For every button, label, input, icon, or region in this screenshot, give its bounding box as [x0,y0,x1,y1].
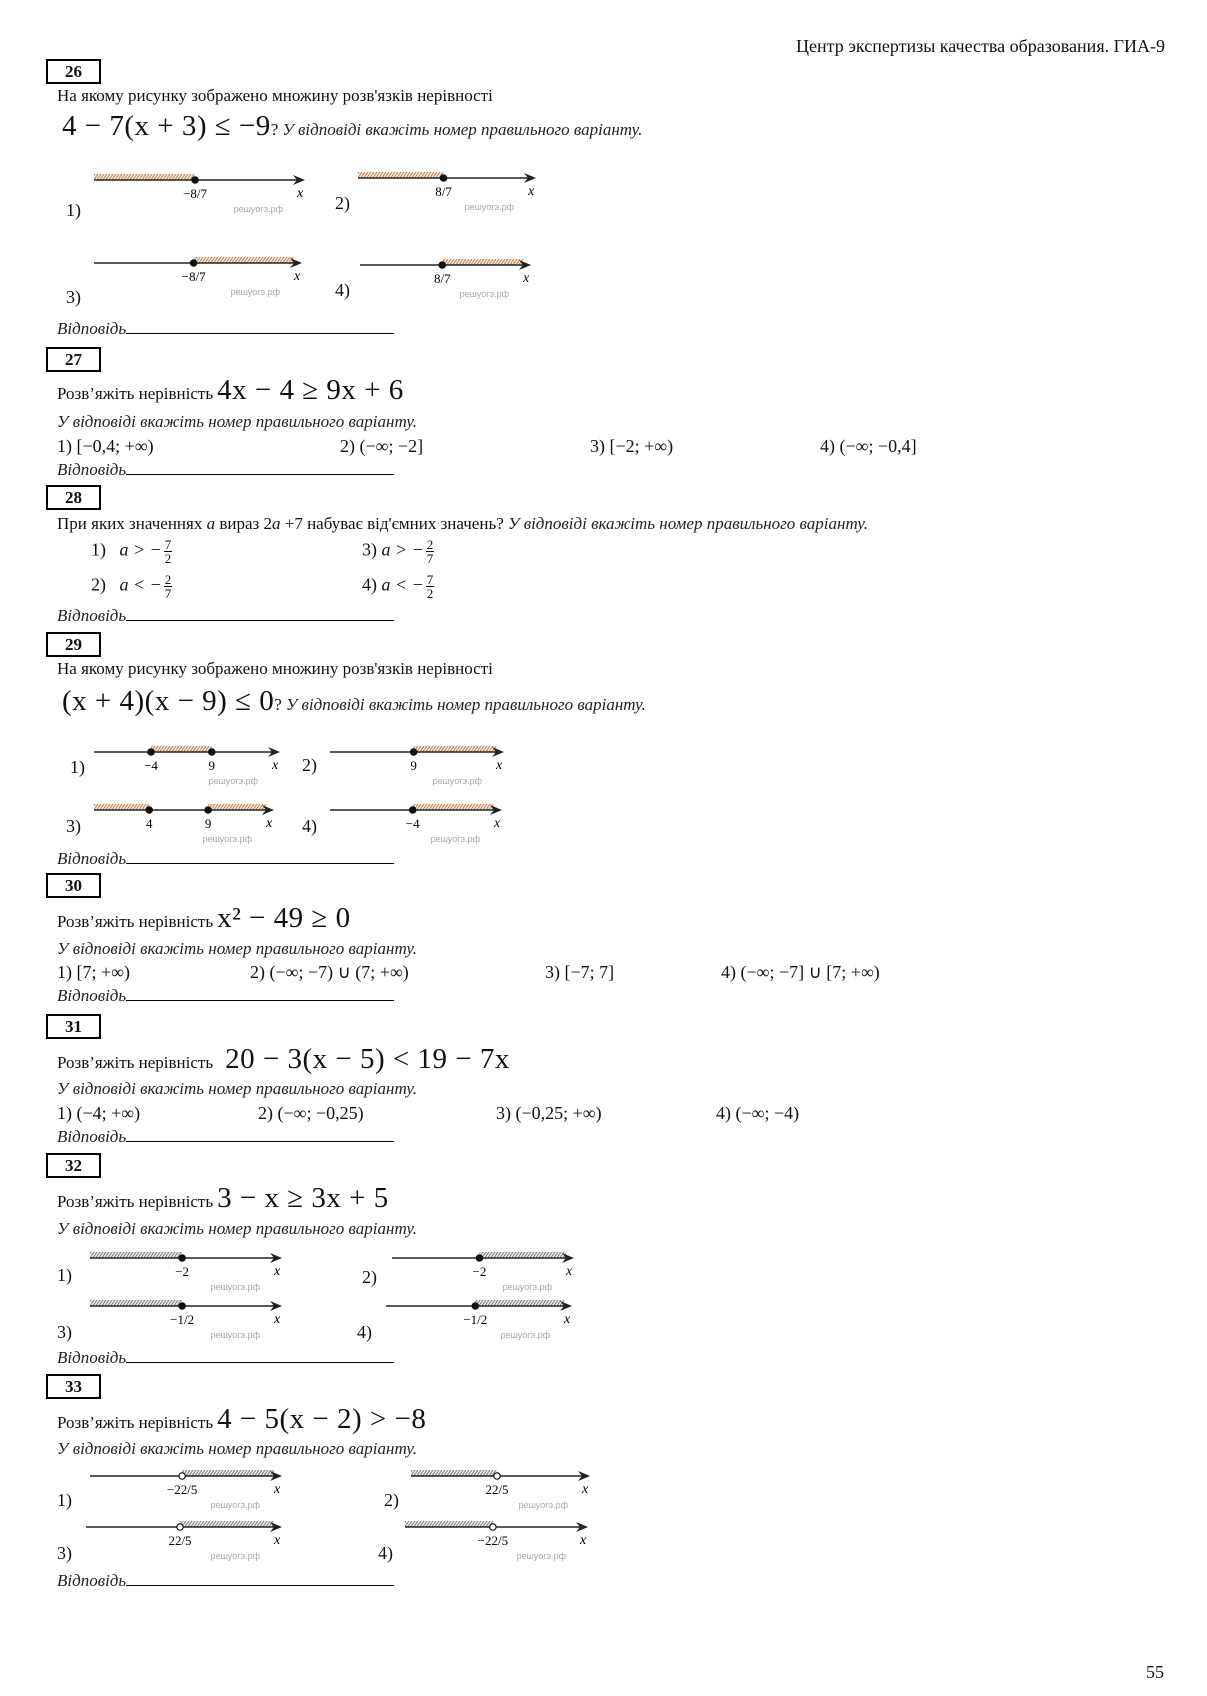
solve-label: Розв’яжіть нерівність [57,912,214,931]
point-marker [472,1303,478,1309]
watermark: решуогэ.рф [210,1551,260,1561]
watermark: решуогэ.рф [210,1282,260,1292]
instruction: У відповіді вкажіть номер правильного варіанту. [508,514,869,533]
option-3: 3) a > − $\frac{2}{7}$ [362,537,434,566]
answer-label: Відповідь [57,606,127,625]
answer-label: Відповідь [57,1127,127,1146]
watermark: решуогэ.рф [210,1330,260,1340]
question-29-formula: (x + 4)(x − 9) ≤ 0 [62,685,275,717]
option-3: 3) (−0,25; +∞) [496,1103,602,1123]
number-line [386,1296,576,1342]
option-label: 2) [362,1267,377,1287]
point-marker [490,1524,496,1530]
number-line [90,1296,286,1342]
axis-variable: x [582,1482,589,1497]
answer-label: Відповідь [57,1348,127,1367]
number-line-option-4[interactable] [386,1296,576,1347]
hatched-region [358,172,444,178]
axis-variable: x [566,1264,573,1279]
watermark: решуогэ.рф [233,204,283,214]
hatched-region [413,804,494,810]
number-line-option-3[interactable] [94,800,278,851]
question-number-33: 33 [46,1374,101,1399]
number-line-option-1[interactable] [94,742,284,793]
axis-variable: x [274,1533,281,1548]
point-label: −4 [405,816,420,831]
question-32-text [57,1182,389,1215]
number-line [94,800,278,846]
option-label: 3) [66,287,81,307]
number-line [94,170,309,216]
watermark: решуогэ.рф [208,776,258,786]
option-4: 4) (−∞; −7] ∪ [7; +∞) [721,962,880,982]
answer-field[interactable] [57,1127,394,1147]
option-label: 1) [57,1490,72,1510]
instruction: У відповіді вкажіть номер правильного варіанту. [57,939,418,958]
number-line [405,1517,592,1563]
hatched-region [442,259,523,265]
axis-variable: x [297,186,304,201]
instruction: У відповіді вкажіть номер правильного варіанту. [282,120,643,139]
solve-label: Розв’яжіть нерівність [57,1192,214,1211]
point-marker [179,1255,185,1261]
option-2: 2) (−∞; −0,25) [258,1103,364,1123]
number-line-option-1[interactable] [90,1466,286,1517]
hatched-region [180,1521,274,1527]
number-line [90,1466,286,1512]
number-line [358,168,540,214]
hatched-region [194,257,294,263]
axis-variable: x [580,1533,587,1548]
hatched-region [405,1521,493,1527]
point-label: 9 [204,816,212,831]
point-label: −22/5 [166,1482,198,1497]
question-number-28: 28 [46,485,101,510]
point-marker [177,1524,183,1530]
point-marker [192,177,198,183]
number-line [94,253,306,299]
question-31-text [57,1043,510,1076]
number-line-option-4[interactable] [330,800,506,851]
answer-field[interactable] [57,460,394,480]
number-line [330,742,508,788]
point-marker [410,749,416,755]
axis-variable: x [496,758,503,773]
axis-variable: x [294,269,301,284]
watermark: решуогэ.рф [230,287,280,297]
number-line-option-2[interactable] [358,168,540,219]
point-marker [476,1255,482,1261]
watermark: решуогэ.рф [202,834,252,844]
option-label: 2) [302,755,317,775]
option-1: 1) a > − $\frac{7}{2}$ [91,537,172,566]
number-line-option-1[interactable] [90,1248,286,1299]
number-line [90,1248,286,1294]
point-label: −1/2 [170,1312,195,1327]
number-line [360,255,535,301]
point-label: −2 [175,1264,190,1279]
point-marker [190,260,196,266]
watermark: решуогэ.рф [516,1551,566,1561]
option-label: 3) [66,816,81,836]
point-label: 4 [145,816,153,831]
point-marker [179,1303,185,1309]
number-line-option-2[interactable] [392,1248,578,1299]
point-label: −4 [144,758,158,773]
point-label: −8/7 [181,269,206,284]
option-label: 2) [335,193,350,213]
number-line-option-2[interactable] [411,1466,594,1517]
number-line-option-3[interactable] [94,253,306,304]
point-label: 22/5 [168,1533,192,1548]
header-title: Центр экспертизы качества образования. ГИА-9 [796,36,1165,56]
hatched-region [94,804,149,810]
instruction: У відповіді вкажіть номер правильного варіанту. [57,412,418,431]
option-1: 1) [−0,4; +∞) [57,436,154,456]
hatched-region [94,174,195,180]
solve-label: Розв’яжіть нерівність [57,384,214,403]
question-number-30: 30 [46,873,101,898]
option-label: 2) [384,1490,399,1510]
answer-field[interactable] [57,319,394,339]
axis-variable: x [266,816,273,831]
solve-label: Розв’яжіть нерівність [57,1413,214,1432]
axis-variable: x [272,758,279,773]
number-line-option-2[interactable] [330,742,508,793]
option-3: 3) [−2; +∞) [590,436,674,456]
axis-variable: x [564,1312,571,1327]
option-label: 1) [70,757,85,777]
option-label: 1) [66,200,81,220]
question-26-text: На якому рисунку зображено множину розв'язків нерівності [57,86,493,105]
hatched-region [479,1252,566,1258]
number-line-option-3[interactable] [90,1296,286,1347]
question-mark: ? [270,120,279,139]
point-label: −22/5 [477,1533,509,1548]
option-1: 1) [7; +∞) [57,962,130,982]
watermark: решуогэ.рф [459,289,509,299]
answer-label: Відповідь [57,986,127,1005]
answer-label: Відповідь [57,319,127,338]
option-label: 4) [357,1322,372,1342]
option-1: 1) (−4; +∞) [57,1103,141,1123]
axis-variable: x [528,184,535,199]
watermark: решуогэ.рф [500,1330,550,1340]
option-label: 4) [335,280,350,300]
option-label: 1) [57,1265,72,1285]
hatched-region [90,1252,182,1258]
instruction: У відповіді вкажіть номер правильного варіанту. [57,1439,418,1458]
option-3: 3) [−7; 7] [545,962,615,982]
question-number-32: 32 [46,1153,101,1178]
point-label: 8/7 [433,271,451,286]
question-27-formula: 4x − 4 ≥ 9x + 6 [217,374,404,406]
answer-field[interactable] [57,1348,394,1368]
answer-label: Відповідь [57,460,127,479]
axis-variable: x [274,1264,281,1279]
option-label: 3) [57,1322,72,1342]
answer-label: Відповідь [57,1571,127,1590]
point-marker [440,175,446,181]
point-label: 8/7 [435,184,452,199]
number-line [86,1517,286,1563]
question-number-29: 29 [46,632,101,657]
question-number-27: 27 [46,347,101,372]
number-line-option-4[interactable] [405,1517,592,1568]
option-2: 2) (−∞; −2] [340,436,424,456]
question-29-text: На якому рисунку зображено множину розв'язків нерівності [57,659,493,678]
hatched-region [414,746,496,752]
axis-variable: x [494,816,501,831]
watermark: решуогэ.рф [502,1282,552,1292]
watermark: решуогэ.рф [432,776,482,786]
option-label: 4) [302,816,317,836]
watermark: решуогэ.рф [210,1500,260,1510]
point-label: −2 [472,1264,487,1279]
point-marker [209,749,215,755]
hatched-region [90,1300,182,1306]
hatched-region [208,804,266,810]
question-27-text [57,374,404,407]
answer-field[interactable] [57,606,394,626]
hatched-region [475,1300,564,1306]
axis-variable: x [274,1482,281,1497]
point-marker [439,262,445,268]
axis-variable: x [523,271,530,286]
option-4: 4) (−∞; −0,4] [820,436,917,456]
question-31-formula: 20 − 3(x − 5) < 19 − 7x [225,1043,510,1075]
point-marker [494,1473,500,1479]
number-line [94,742,284,788]
question-26-formula-line [62,110,642,143]
option-4: 4) a < − $\frac{7}{2}$ [362,572,434,601]
page-number: 55 [1146,1662,1164,1682]
number-line [330,800,506,846]
axis-variable: x [274,1312,281,1327]
watermark: решуогэ.рф [518,1500,568,1510]
number-line-option-3[interactable] [86,1517,286,1568]
answer-field[interactable] [57,849,394,869]
number-line-option-1[interactable] [94,170,309,221]
question-30-formula: x² − 49 ≥ 0 [217,902,351,934]
question-33-formula: 4 − 5(x − 2) > −8 [217,1403,427,1435]
answer-label: Відповідь [57,849,127,868]
question-32-formula: 3 − x ≥ 3x + 5 [217,1182,389,1214]
option-2: 2) a < − $\frac{2}{7}$ [91,572,172,601]
point-label: −1/2 [463,1312,488,1327]
option-4: 4) (−∞; −4) [716,1103,800,1123]
option-label: 4) [378,1543,393,1563]
question-number-31: 31 [46,1014,101,1039]
watermark: решуогэ.рф [464,202,514,212]
question-26-formula: 4 − 7(x + 3) ≤ −9 [62,110,271,142]
point-label: 9 [410,758,417,773]
instruction: У відповіді вкажіть номер правильного варіанту. [285,695,646,714]
option-2: 2) (−∞; −7) ∪ (7; +∞) [250,962,409,982]
hatched-region [411,1470,497,1476]
question-33-text [57,1403,426,1436]
question-number-26: 26 [46,59,101,84]
point-label: 22/5 [485,1482,509,1497]
solve-label: Розв’яжіть нерівність [57,1053,214,1072]
point-marker [179,1473,185,1479]
watermark: решуогэ.рф [430,834,480,844]
answer-field[interactable] [57,986,394,1006]
instruction: У відповіді вкажіть номер правильного варіанту. [57,1219,418,1238]
hatched-region [182,1470,274,1476]
point-marker [410,807,416,813]
number-line [392,1248,578,1294]
point-label: 9 [208,758,216,773]
point-marker [146,807,152,813]
question-29-formula-line: (x + 4)(x − 9) ≤ 0? У відповіді вкажіть номер правильного варіанту. [62,685,646,717]
hatched-region [151,746,212,752]
point-marker [205,807,211,813]
number-line-option-4[interactable] [360,255,535,306]
point-label: −8/7 [183,186,208,201]
question-30-text [57,902,351,935]
instruction: У відповіді вкажіть номер правильного варіанту. [57,1079,418,1098]
answer-field[interactable] [57,1571,394,1591]
point-marker [148,749,154,755]
option-label: 3) [57,1543,72,1563]
question-28-text: При яких значеннях a вираз 2a +7 набуває від'ємних значень? У відповіді вкажіть номер правильного варіанту. [57,514,869,533]
number-line [411,1466,594,1512]
